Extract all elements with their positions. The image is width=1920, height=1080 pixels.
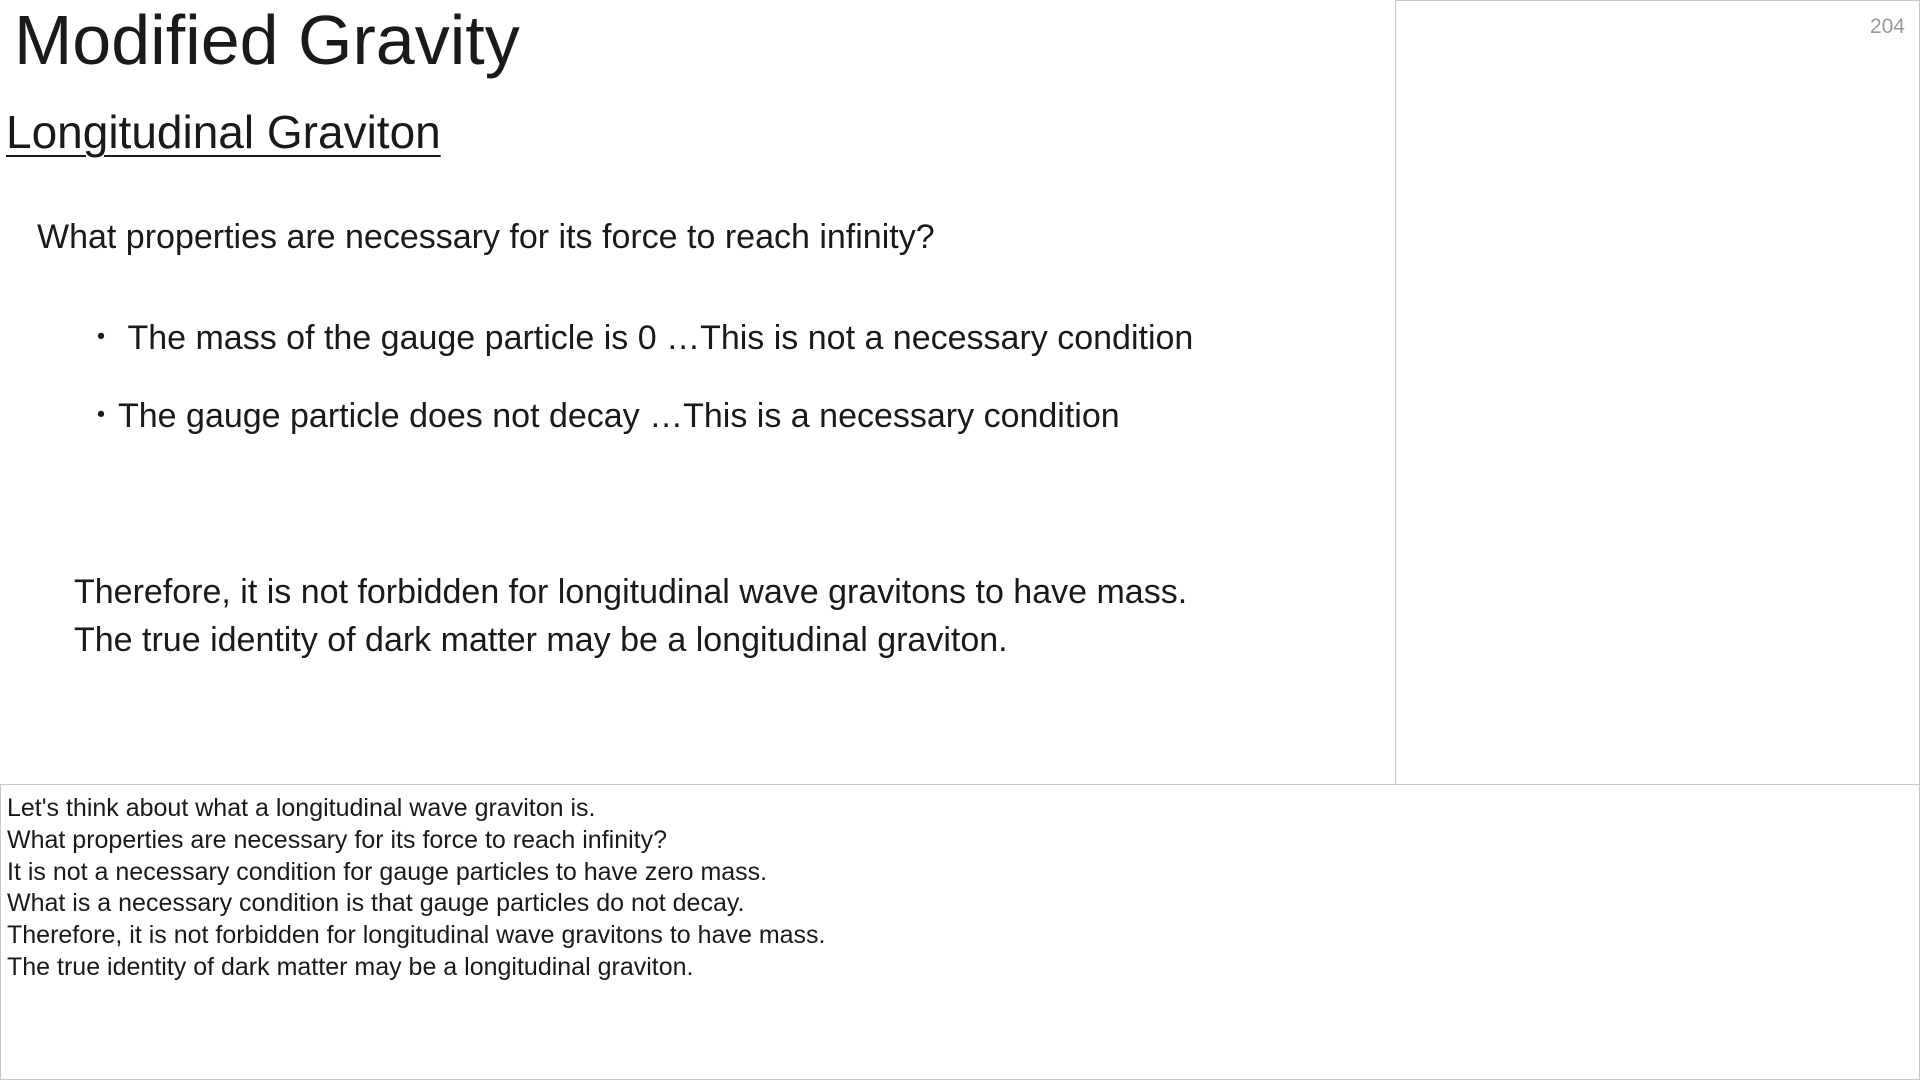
- conclusion-text: [74, 568, 1187, 664]
- notes-line: The true identity of dark matter may be a longitudinal graviton.: [7, 952, 694, 981]
- slide-title: Modified Gravity: [14, 1, 520, 79]
- speaker-notes-panel[interactable]: [0, 784, 1920, 1080]
- conclusion-line: The true identity of dark matter may be a longitudinal graviton.: [74, 621, 1008, 659]
- slide-subtitle: Longitudinal Graviton: [6, 106, 441, 158]
- conclusion-line: Therefore, it is not forbidden for longitudinal wave gravitons to have mass.: [74, 573, 1188, 611]
- side-panel: [1395, 0, 1920, 785]
- question-text: What properties are necessary for its force to reach infinity?: [37, 218, 935, 256]
- notes-line: Let's think about what a longitudinal wave graviton is.: [7, 794, 596, 822]
- notes-line: It is not a necessary condition for gauge particles to have zero mass.: [7, 857, 768, 886]
- bullet-item: ・ The mass of the gauge particle is 0 …This is not a necessary condition: [84, 319, 1194, 357]
- speaker-notes-text[interactable]: [7, 793, 826, 984]
- notes-line: What is a necessary condition is that gauge particles do not decay.: [7, 889, 745, 918]
- notes-line: Therefore, it is not forbidden for longitudinal wave gravitons to have mass.: [7, 921, 826, 950]
- notes-line: What properties are necessary for its force to reach infinity?: [7, 825, 668, 854]
- page-number: 204: [1869, 15, 1905, 38]
- bullet-item: ・The gauge particle does not decay …This is a necessary condition: [84, 397, 1120, 435]
